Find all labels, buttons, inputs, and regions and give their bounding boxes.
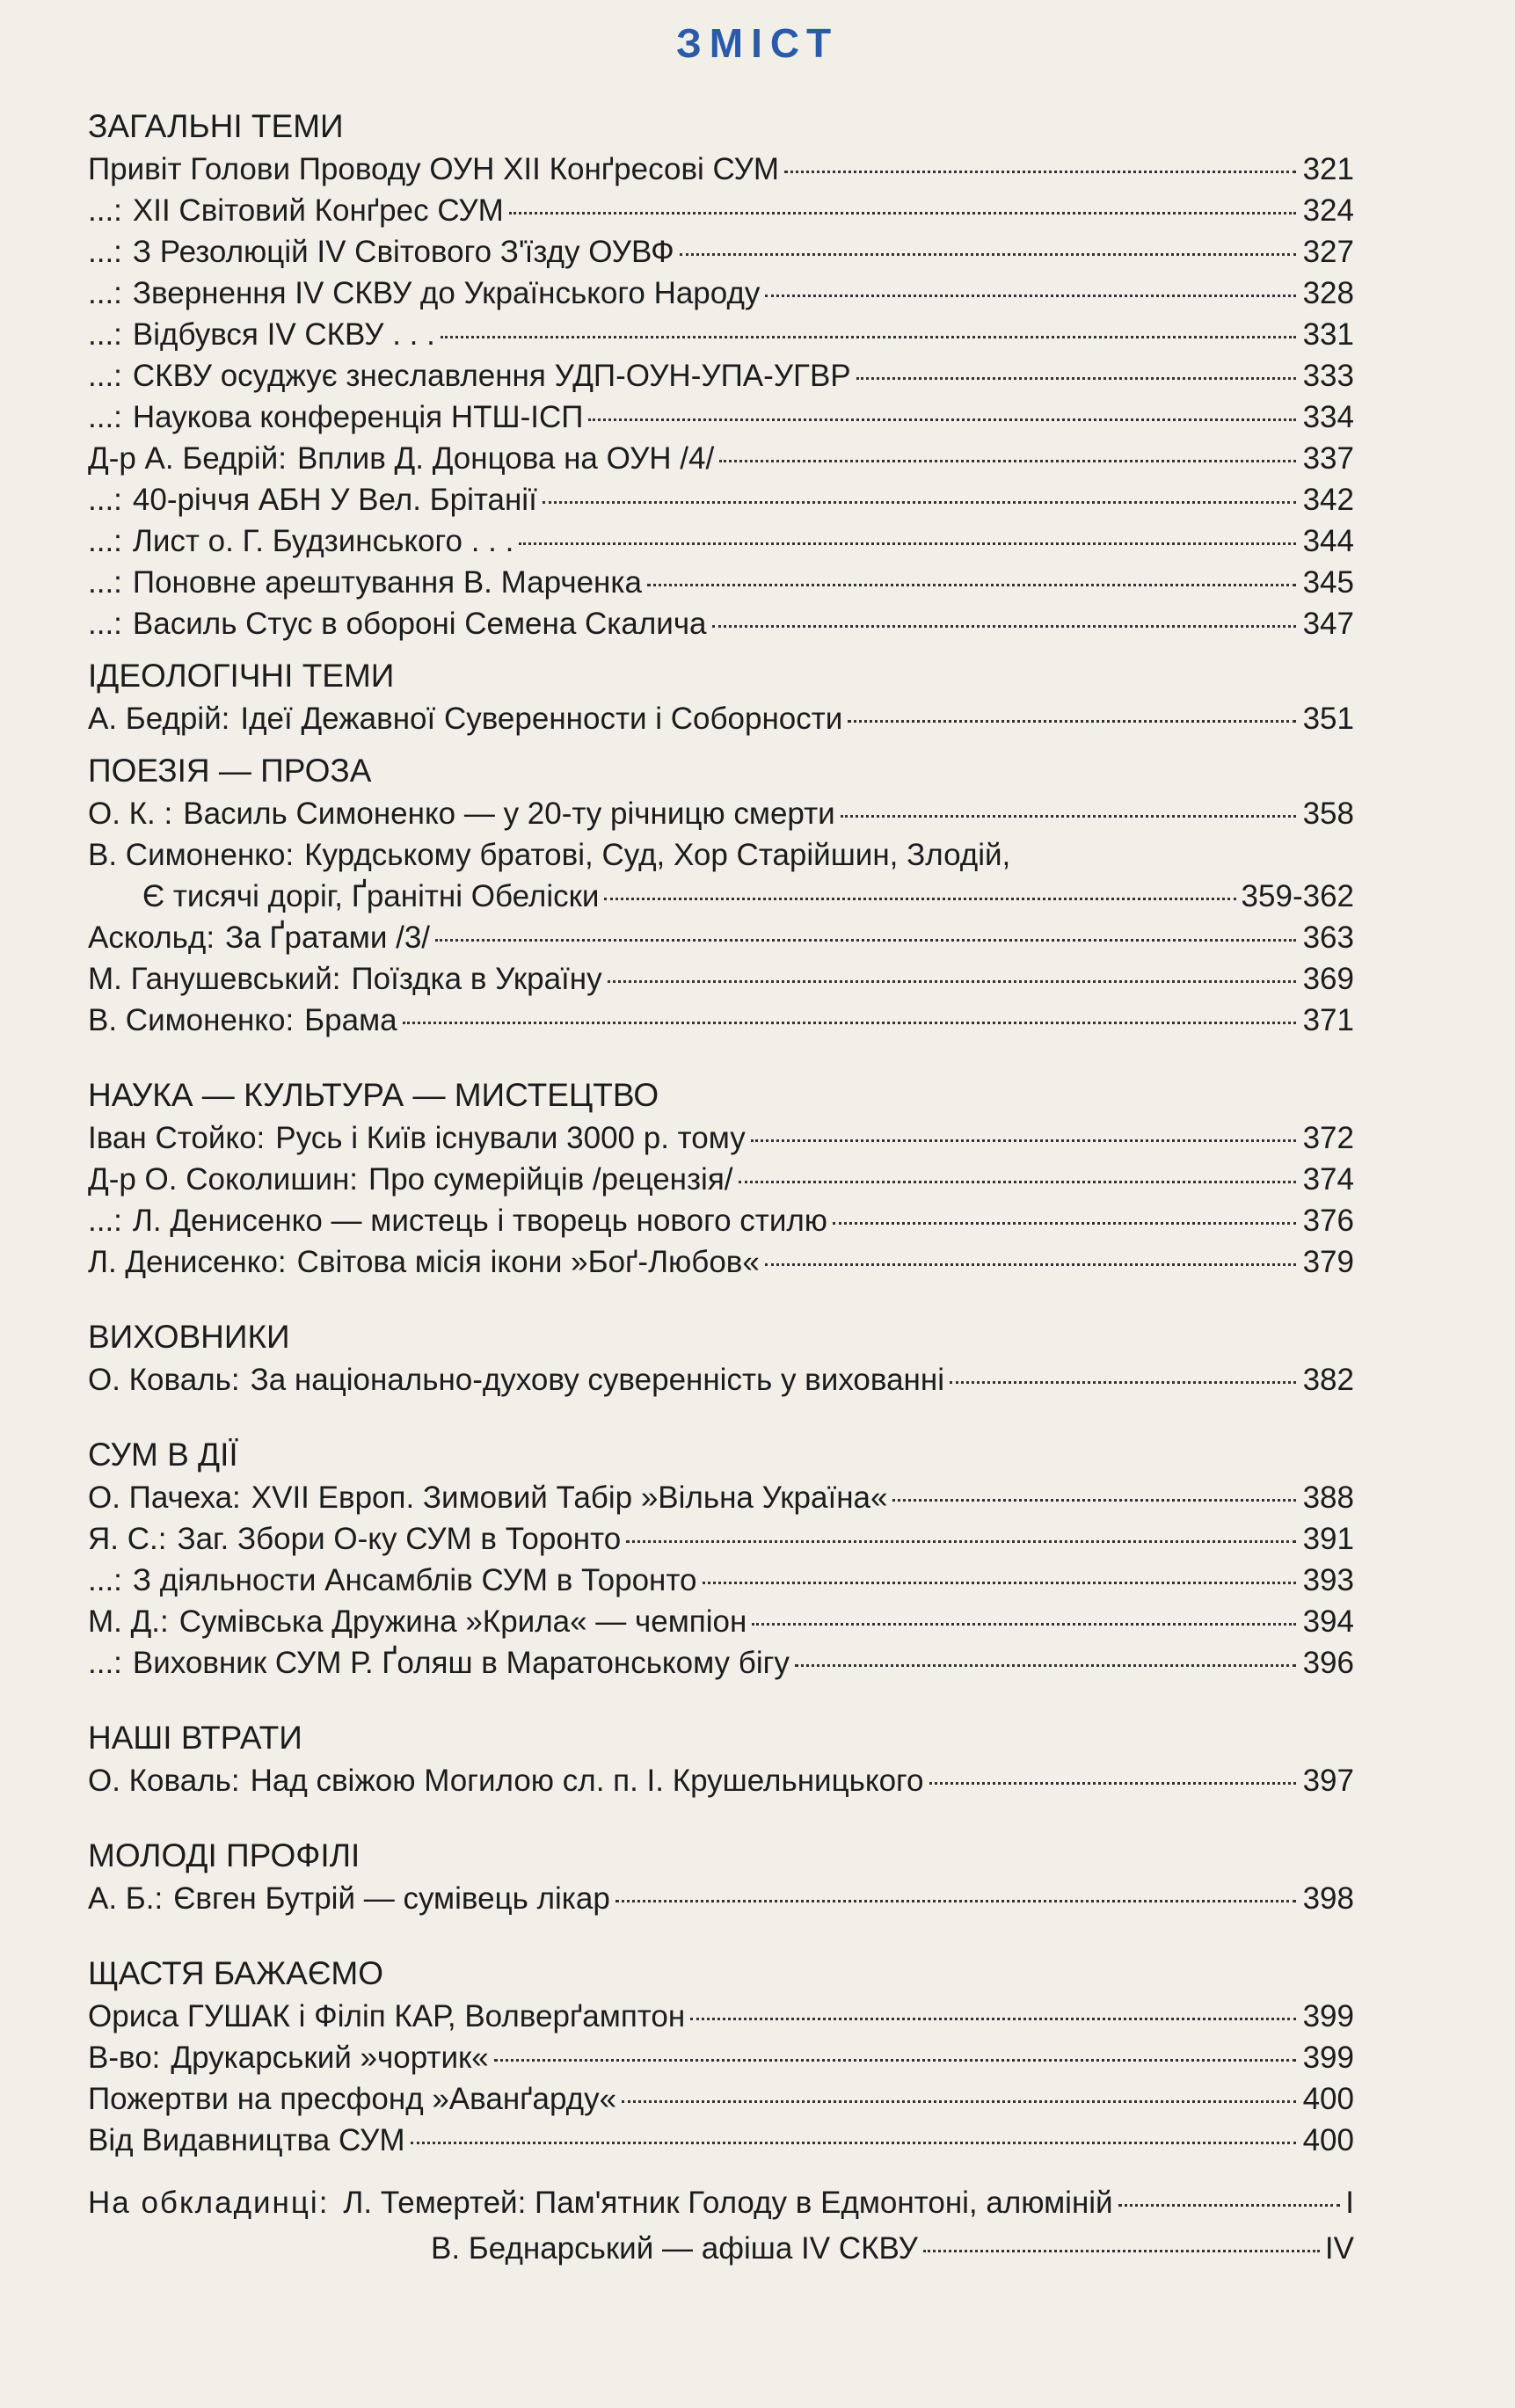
entry-author: А. Бедрій: [88, 702, 230, 736]
toc-section [88, 1835, 1354, 1919]
entry-page: 363 [1302, 920, 1354, 955]
cover-credits [88, 2180, 1354, 2272]
toc-entry [88, 520, 1354, 562]
leader-dots [608, 980, 1296, 983]
entry-author: Д-р О. Соколишин: [88, 1162, 359, 1197]
section-heading: НАШІ ВТРАТИ [88, 1720, 302, 1756]
entry-author: М. Д.: [88, 1604, 169, 1639]
leader-dots [615, 1900, 1296, 1902]
entry-author: В. Симоненко: [88, 1003, 295, 1037]
leader-dots [856, 377, 1296, 380]
cover-label: На обкладинці: [88, 2186, 330, 2220]
entry-title: Вплив Д. Донцова на ОУН /4/ [296, 441, 715, 476]
entry-author: ...: [88, 524, 122, 558]
toc-section [88, 1717, 1354, 1801]
leader-dots [622, 2100, 1296, 2103]
entry-title: XVII Европ. Зимовий Табір »Вільна Україна« [251, 1480, 888, 1515]
leader-dots [441, 336, 1296, 338]
entry-page: 344 [1302, 524, 1354, 558]
leader-dots [751, 1139, 1296, 1142]
entry-title: Ідеї Дежавної Суверенности і Соборности [240, 702, 843, 736]
toc-entry [88, 2037, 1354, 2078]
toc-section [88, 655, 1354, 739]
leader-dots [703, 1582, 1297, 1584]
section-heading: МОЛОДІ ПРОФІЛІ [88, 1837, 361, 1873]
entry-author: ...: [88, 359, 122, 393]
entry-author: ...: [88, 235, 122, 269]
toc-entry [88, 834, 1354, 876]
entry-title: З діяльности Ансамблів СУМ в Торонто [132, 1563, 697, 1597]
leader-dots [765, 295, 1296, 297]
entry-author: ...: [88, 1563, 122, 1597]
leader-dots [435, 939, 1296, 942]
toc-entry [88, 1159, 1354, 1200]
toc-section [88, 750, 1354, 1041]
entry-title: Русь і Київ існували 3000 р. тому [275, 1121, 746, 1155]
entry-title: Поновне арештування В. Марченка [132, 565, 642, 600]
leader-dots [841, 815, 1296, 818]
entry-title: Привіт Голови Проводу ОУН XII Конґресові СУМ [88, 152, 780, 186]
leader-dots [795, 1664, 1296, 1667]
entry-title: Друкарський »чортик« [171, 2041, 489, 2075]
leader-dots [403, 1022, 1296, 1024]
toc-entry [88, 314, 1354, 355]
toc-entry [88, 562, 1354, 603]
entry-page: 347 [1302, 607, 1354, 641]
toc-entry [88, 273, 1354, 314]
cover-credit-row [88, 2226, 1354, 2272]
section-heading: ЗАГАЛЬНІ ТЕМИ [88, 108, 344, 144]
toc-entry [88, 698, 1354, 739]
toc-entry [88, 355, 1354, 396]
entry-page: 324 [1302, 193, 1354, 228]
entry-author: Іван Стойко: [88, 1121, 266, 1155]
entry-page: 328 [1302, 276, 1354, 310]
entry-author: ...: [88, 607, 122, 641]
leader-dots [509, 212, 1296, 215]
toc-entry [88, 479, 1354, 520]
leader-dots [950, 1381, 1296, 1384]
entry-page: 358 [1302, 797, 1354, 831]
entry-author: ...: [88, 565, 122, 600]
section-heading: НАУКА — КУЛЬТУРА — МИСТЕЦТВО [88, 1077, 659, 1113]
entry-author: Я. С.: [88, 1522, 167, 1556]
entry-title: Ориса ГУШАК і Філіп КАР, Волверґамптон [88, 1999, 686, 2033]
entry-page: 327 [1302, 235, 1354, 269]
entry-page: 369 [1302, 962, 1354, 996]
leader-dots [833, 1222, 1296, 1225]
leader-dots [929, 1782, 1296, 1785]
entry-title-continued: Є тисячі доріг, Ґранітні Обеліски [142, 879, 600, 913]
toc-entry [88, 1000, 1354, 1041]
toc-entry [88, 1477, 1354, 1518]
entry-author: О. Пачеха: [88, 1480, 241, 1515]
cover-credit-row [88, 2180, 1354, 2226]
leader-dots [588, 418, 1296, 421]
entry-title: Лист о. Г. Будзинського . . . [132, 524, 514, 558]
entry-title: Брама [304, 1003, 397, 1037]
entry-page: 396 [1302, 1646, 1354, 1680]
entry-page: 394 [1302, 1604, 1354, 1639]
entry-title: Євген Бутрій — сумівець лікар [173, 1881, 610, 1916]
entry-author: Л. Денисенко: [88, 1245, 287, 1279]
leader-dots [519, 542, 1296, 545]
entry-page: 342 [1302, 483, 1354, 517]
page-title: ЗМІСТ [675, 20, 840, 66]
toc-entry [88, 603, 1354, 644]
toc-entry [88, 396, 1354, 438]
entry-author: ...: [88, 317, 122, 352]
leader-dots [680, 253, 1296, 256]
table-of-contents [88, 95, 1354, 2272]
entry-title: Відбувся IV СКВУ . . . [132, 317, 435, 352]
entry-page: 398 [1302, 1881, 1354, 1916]
entry-title: Наукова конференція НТШ-ІСП [132, 400, 584, 434]
entry-title: Виховник СУМ Р. Ґоляш в Маратонському бігу [132, 1646, 790, 1680]
entry-author: О. К. : [88, 797, 173, 831]
toc-entry [88, 1996, 1354, 2037]
entry-page: 397 [1302, 1764, 1354, 1798]
entry-author: М. Ганушевський: [88, 962, 341, 996]
toc-section [88, 1434, 1354, 1684]
entry-author: В-во: [88, 2041, 161, 2075]
entry-author: Аскольд: [88, 920, 215, 955]
entry-page: 334 [1302, 400, 1354, 434]
entry-title: Василь Симоненко — у 20-ту річницю смерти [183, 797, 835, 831]
entry-title: Сумівська Дружина »Крила« — чемпіон [178, 1604, 747, 1639]
toc-entry [88, 1518, 1354, 1560]
toc-section [88, 105, 1354, 644]
entry-author: ...: [88, 276, 122, 310]
toc-entry [88, 1359, 1354, 1400]
entry-title: Світова місія ікони »Боґ-Любов« [296, 1245, 760, 1279]
leader-dots [543, 501, 1296, 504]
entry-page: 351 [1302, 702, 1354, 736]
entry-title: Над свіжою Могилою сл. п. І. Крушельницького [250, 1764, 924, 1798]
leader-dots [690, 2018, 1296, 2020]
toc-entry [88, 1241, 1354, 1283]
toc-entry [88, 958, 1354, 1000]
toc-entry [88, 149, 1354, 190]
entry-page: 376 [1302, 1204, 1354, 1238]
toc-entry [88, 190, 1354, 231]
entry-author: ...: [88, 483, 122, 517]
entry-title: Заг. Збори О-ку СУМ в Торонто [177, 1522, 622, 1556]
toc-entry [88, 1601, 1354, 1642]
toc-entry [88, 1117, 1354, 1159]
toc-entry [88, 917, 1354, 958]
toc-entry [88, 1200, 1354, 1241]
leader-dots [892, 1499, 1296, 1502]
entry-title: За національно-духову суверенність у вихованні [250, 1363, 944, 1397]
entry-page: 399 [1302, 2041, 1354, 2075]
entry-title: Пожертви на пресфонд »Аванґарду« [88, 2082, 617, 2116]
toc-section [88, 1953, 1354, 2161]
leader-dots [923, 2250, 1320, 2252]
entry-page: 337 [1302, 441, 1354, 476]
entry-page: 345 [1302, 565, 1354, 600]
section-heading: ПОЕЗІЯ — ПРОЗА [88, 753, 372, 789]
entry-page: 371 [1302, 1003, 1354, 1037]
entry-page: 391 [1302, 1522, 1354, 1556]
entry-title: З Резолюцій IV Світового З'їзду ОУВФ [132, 235, 674, 269]
toc-entry [88, 2120, 1354, 2161]
cover-page: I [1345, 2186, 1354, 2220]
entry-title: Поїздка в Україну [351, 962, 602, 996]
section-heading: ЩАСТЯ БАЖАЄМО [88, 1955, 384, 1991]
entry-page: 379 [1302, 1245, 1354, 1279]
toc-entry [88, 1560, 1354, 1601]
cover-page: IV [1324, 2231, 1354, 2266]
entry-page: 372 [1302, 1121, 1354, 1155]
toc-entry [88, 2078, 1354, 2120]
entry-title: СКВУ осуджує знеславлення УДП-ОУН-УПА-УГВР [132, 359, 851, 393]
entry-title: Л. Денисенко — мистець і творець нового стилю [132, 1204, 828, 1238]
entry-title: 40-річчя АБН У Вел. Брітанії [132, 483, 537, 517]
entry-page: 400 [1302, 2123, 1354, 2157]
section-heading: ВИХОВНИКИ [88, 1319, 290, 1355]
entry-author: О. Коваль: [88, 1764, 240, 1798]
entry-page: 331 [1302, 317, 1354, 352]
leader-dots [494, 2059, 1296, 2062]
leader-dots [752, 1623, 1296, 1626]
toc-entry [88, 793, 1354, 834]
entry-title: Курдському братові, Суд, Хор Старійшин, Злодій, [304, 838, 1011, 872]
toc-entry [88, 1642, 1354, 1684]
entry-title: Від Видавництва СУМ [88, 2123, 405, 2157]
entry-title: Звернення IV СКВУ до Українського Народу [132, 276, 761, 310]
entry-author: В. Симоненко: [88, 838, 295, 872]
section-heading: СУМ В ДІЇ [88, 1437, 238, 1473]
entry-author: ...: [88, 1204, 122, 1238]
leader-dots [1118, 2204, 1341, 2207]
leader-dots [765, 1263, 1296, 1266]
toc-entry-continuation [88, 876, 1354, 917]
leader-dots [411, 2142, 1297, 2144]
toc-entry [88, 1878, 1354, 1919]
entry-author: ...: [88, 400, 122, 434]
entry-title: XII Світовий Конґрес СУМ [132, 193, 504, 228]
leader-dots [848, 720, 1296, 723]
leader-dots [739, 1181, 1296, 1183]
leader-dots [719, 460, 1296, 462]
entry-author: Д-р А. Бедрій: [88, 441, 287, 476]
entry-title: Про сумерійців /рецензія/ [368, 1162, 733, 1197]
entry-author: А. Б.: [88, 1881, 164, 1916]
leader-dots [626, 1540, 1296, 1543]
entry-page: 321 [1302, 152, 1354, 186]
entry-page: 388 [1302, 1480, 1354, 1515]
toc-section [88, 1074, 1354, 1283]
entry-author: ...: [88, 1646, 122, 1680]
leader-dots [604, 898, 1235, 900]
leader-dots [647, 584, 1296, 586]
cover-credit: В. Беднарський — афіша IV СКВУ [431, 2231, 918, 2266]
entry-author: ...: [88, 193, 122, 228]
entry-page: 400 [1302, 2082, 1354, 2116]
toc-entry [88, 438, 1354, 479]
entry-page: 333 [1302, 359, 1354, 393]
section-heading: ІДЕОЛОГІЧНІ ТЕМИ [88, 658, 395, 694]
entry-page: 393 [1302, 1563, 1354, 1597]
toc-section [88, 1316, 1354, 1400]
leader-dots [712, 625, 1296, 628]
entry-page: 374 [1302, 1162, 1354, 1197]
entry-title: За Ґратами /3/ [225, 920, 431, 955]
entry-page: 359-362 [1241, 879, 1354, 913]
entry-title: Василь Стус в обороні Семена Скалича [132, 607, 707, 641]
cover-credit: Л. Темертей: Пам'ятник Голоду в Едмонтоні, алюміній [343, 2186, 1113, 2220]
entry-page: 382 [1302, 1363, 1354, 1397]
entry-page: 399 [1302, 1999, 1354, 2033]
leader-dots [784, 171, 1296, 173]
toc-entry [88, 1760, 1354, 1801]
entry-author: О. Коваль: [88, 1363, 240, 1397]
toc-entry [88, 231, 1354, 273]
